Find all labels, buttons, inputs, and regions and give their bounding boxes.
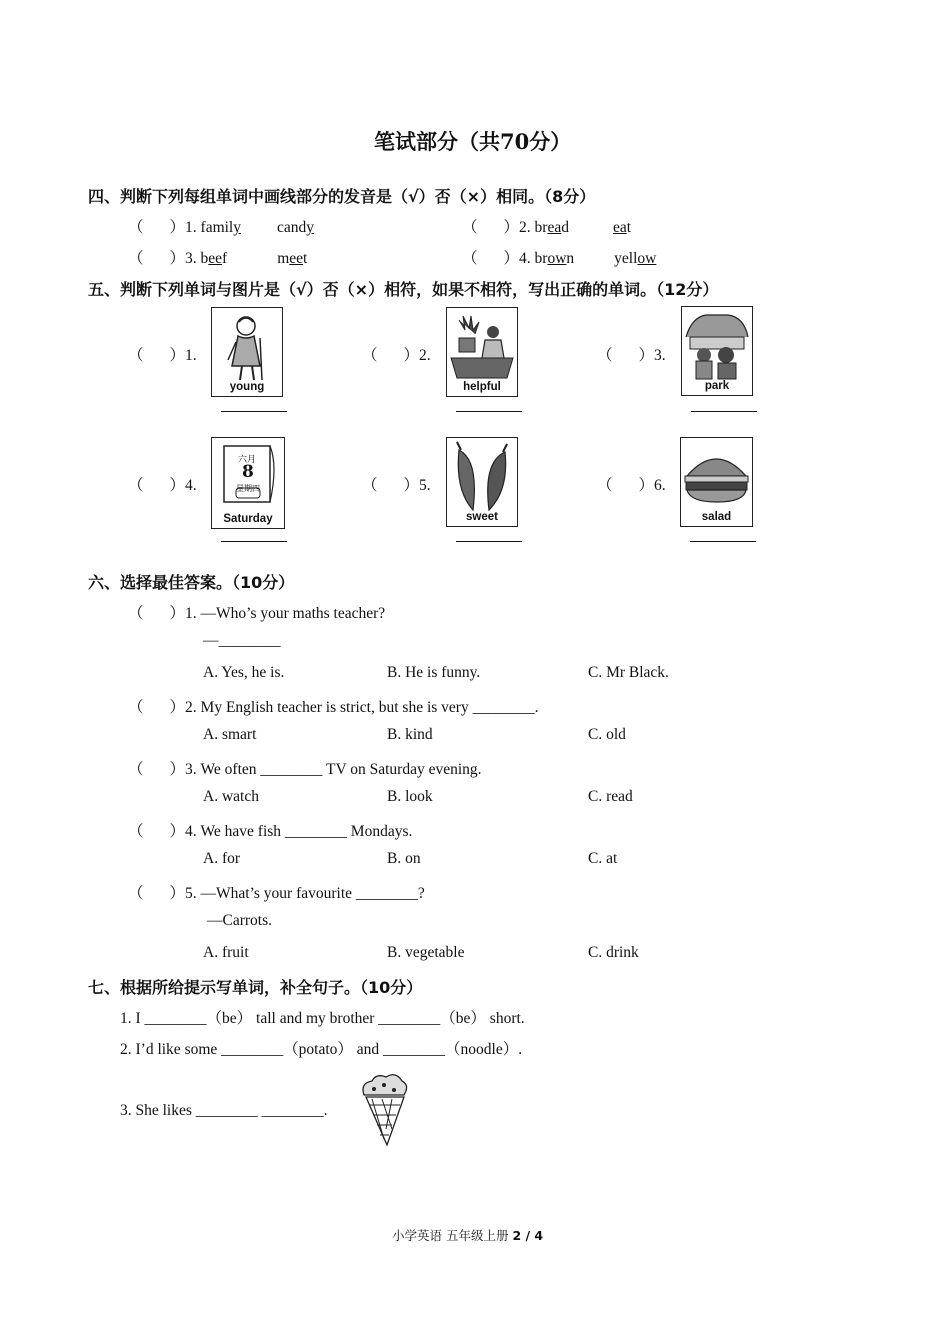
s5-item-4-number: （ ）4. xyxy=(128,477,197,494)
option-b: B. vegetable xyxy=(387,944,465,961)
answer-line xyxy=(691,411,757,412)
s6-q3: （ ）3. We often ________ TV on Saturday evening. xyxy=(128,761,482,778)
page-title: 笔试部分（共70分） xyxy=(374,129,572,154)
footer-text: 小学英语 五年级上册 xyxy=(392,1228,513,1243)
underlined-part: y xyxy=(306,219,315,236)
s5-item-6-number: （ ）6. xyxy=(597,477,666,494)
word-part: br xyxy=(534,250,548,267)
question-stem: 4. We have fish ________ Mondays. xyxy=(185,823,413,840)
question-stem: 5. —What’s your favourite ________? xyxy=(185,885,425,902)
calendar-day: 8 xyxy=(242,462,254,482)
word-part: n xyxy=(566,250,575,267)
option-c: C. old xyxy=(588,726,626,743)
section-4-heading: 四、判断下列每组单词中画线部分的发音是（√）否（×）相同。（8分） xyxy=(88,187,596,206)
word-part: t xyxy=(303,250,308,267)
picture-caption: salad xyxy=(701,511,732,523)
s6-q2: （ ）2. My English teacher is strict, but she is very ________. xyxy=(128,699,539,716)
answer-line xyxy=(456,411,522,412)
s7-line-2: 2. I’d like some ________（potato） and ________（noodle）. xyxy=(120,1041,523,1058)
word-part: yell xyxy=(614,250,638,267)
word-part: m xyxy=(277,250,290,267)
ice-cream-icon xyxy=(358,1073,410,1149)
word-part: b xyxy=(200,250,209,267)
calendar-month: 六月 xyxy=(238,455,257,465)
picture-caption: young xyxy=(229,381,265,393)
word-part: cand xyxy=(277,219,307,236)
picture-card-sweet xyxy=(446,437,518,527)
option-a: A. watch xyxy=(203,788,259,805)
option-c: C. at xyxy=(588,850,618,867)
question-stem: 3. We often ________ TV on Saturday evening. xyxy=(185,761,482,778)
picture-caption: helpful xyxy=(463,381,501,393)
s5-item-2-number: （ ）2. xyxy=(362,347,431,364)
option-c: C. Mr Black. xyxy=(588,664,669,681)
answer-line xyxy=(456,541,522,542)
underlined-part: ea xyxy=(612,219,627,236)
s5-item-3-number: （ ）3. xyxy=(597,347,666,364)
option-a: A. Yes, he is. xyxy=(203,664,285,681)
s6-q5: （ ）5. —What’s your favourite ________? xyxy=(128,885,425,902)
picture-card-park xyxy=(681,306,753,396)
option-a: A. for xyxy=(203,850,241,867)
word-part: f xyxy=(222,250,228,267)
underlined-part: ee xyxy=(289,250,304,267)
calendar-weekday: 星期四 xyxy=(236,484,260,493)
answer-line xyxy=(690,541,756,542)
option-b: B. look xyxy=(387,788,433,805)
picture-card-young xyxy=(211,307,283,397)
s7-line-3: 3. She likes ________ ________. xyxy=(120,1102,328,1119)
item-number: 1. xyxy=(185,219,197,236)
s6-q1-answer-line: —________ xyxy=(203,632,281,649)
picture-caption: sweet xyxy=(466,511,498,523)
picture-caption: Saturday xyxy=(223,513,273,525)
option-c: C. read xyxy=(588,788,633,805)
answer-line xyxy=(221,541,287,542)
answer-line xyxy=(221,411,287,412)
item-number: 3. xyxy=(185,250,197,267)
section-6-heading: 六、选择最佳答案。（10分） xyxy=(88,573,295,592)
item-number: 3. xyxy=(654,347,666,364)
option-c: C. drink xyxy=(588,944,639,961)
s4-item-2: （ ）2. bread eat xyxy=(462,219,632,236)
picture-card-saturday xyxy=(211,437,285,529)
item-number: 5. xyxy=(419,477,431,494)
s5-item-5-number: （ ）5. xyxy=(362,477,431,494)
item-number: 2. xyxy=(419,347,431,364)
s6-q5-answer: —Carrots. xyxy=(207,912,273,929)
option-a: A. smart xyxy=(203,726,257,743)
word-part: famil xyxy=(200,219,234,236)
word-part: t xyxy=(626,219,632,236)
item-number: 4. xyxy=(185,477,197,494)
s6-q4: （ ）4. We have fish ________ Mondays. xyxy=(128,823,413,840)
item-number: 6. xyxy=(654,477,666,494)
s7-line-1: 1. I ________（be） tall and my brother ________（be） short. xyxy=(120,1010,525,1027)
s5-item-1-number: （ ）1. xyxy=(128,347,197,364)
picture-card-helpful xyxy=(446,307,518,397)
picture-caption: park xyxy=(704,380,730,392)
option-a: A. fruit xyxy=(203,944,249,961)
item-number: 2. xyxy=(519,219,531,236)
underlined-part: ow xyxy=(637,250,657,267)
underlined-part: y xyxy=(233,219,241,236)
question-stem: 2. My English teacher is strict, but she is very ________. xyxy=(185,699,539,716)
question-stem: 1. —Who’s your maths teacher? xyxy=(185,605,386,622)
s4-item-3: （ ）3. beef meet xyxy=(128,250,308,267)
picture-card-salad xyxy=(680,437,753,527)
page-number: 2 / 4 xyxy=(512,1228,544,1243)
s6-q1: （ ）1. —Who’s your maths teacher? xyxy=(128,605,386,622)
option-b: B. He is funny. xyxy=(387,664,481,681)
underlined-part: ee xyxy=(208,250,223,267)
section-5-heading: 五、判断下列单词与图片是（√）否（×）相符，如果不相符，写出正确的单词。（12分） xyxy=(88,280,719,299)
option-b: B. kind xyxy=(387,726,433,743)
s4-item-1: （ ）1. family candy xyxy=(128,219,315,236)
underlined-part: ow xyxy=(547,250,567,267)
item-number: 4. xyxy=(519,250,531,267)
s4-item-4: （ ）4. brown yellow xyxy=(462,250,657,267)
page-footer xyxy=(392,1226,543,1244)
underlined-part: ea xyxy=(547,219,562,236)
item-number: 1. xyxy=(185,347,197,364)
option-b: B. on xyxy=(387,850,421,867)
word-part: br xyxy=(534,219,548,236)
word-part: d xyxy=(561,219,569,236)
section-7-heading: 七、根据所给提示写单词，补全句子。（10分） xyxy=(88,978,423,997)
